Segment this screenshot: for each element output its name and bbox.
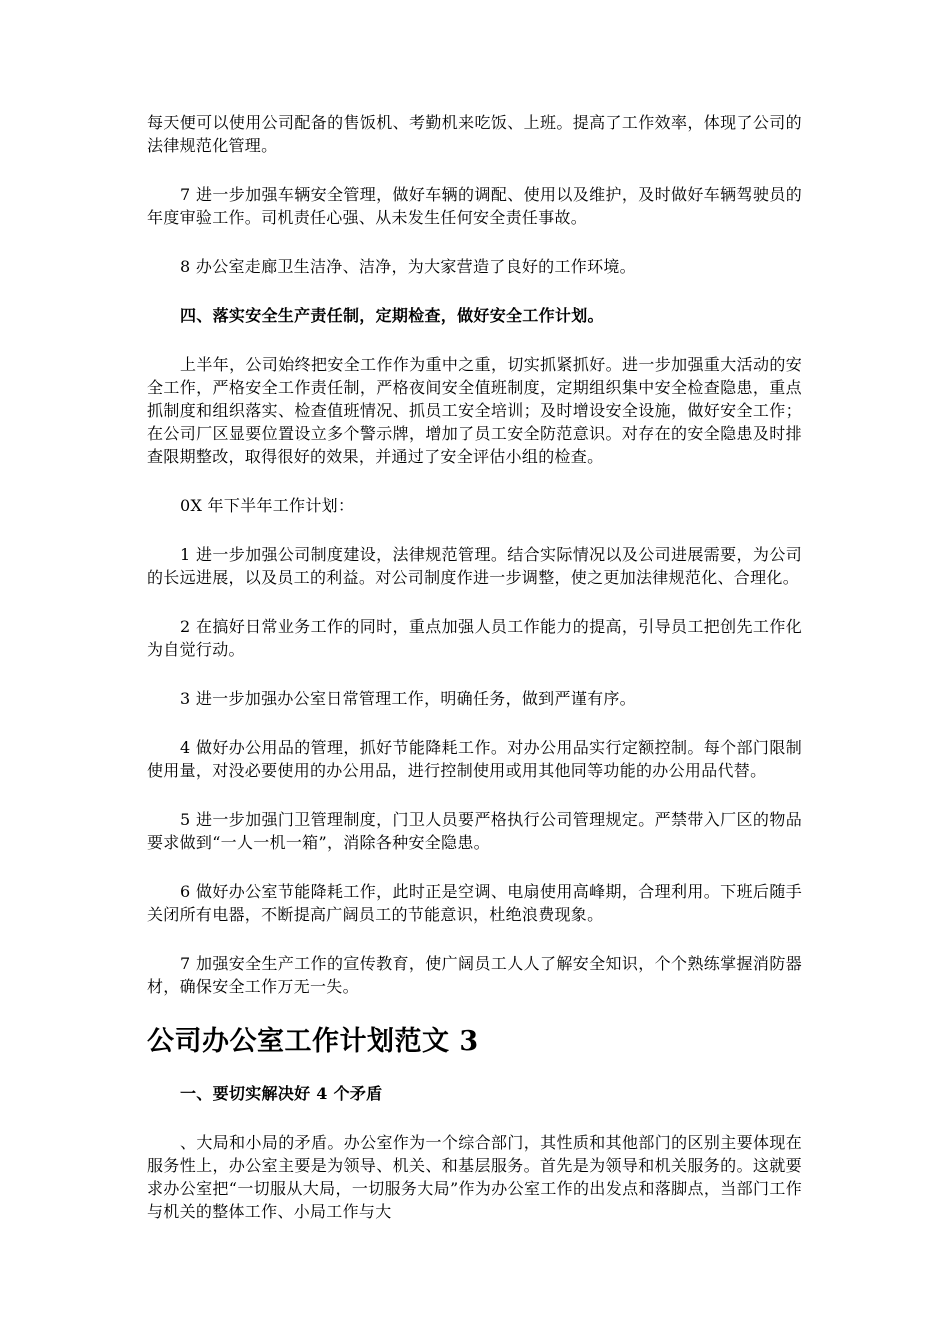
document-title-3: 公司办公室工作计划范文 3 bbox=[147, 1026, 479, 1057]
plan-item-6: 6 做好办公室节能降耗工作，此时正是空调、电扇使用高峰期，合理利用。下班后随手关闭所有电器，不断提高广阔员工的节能意识，杜绝浪费现象。 bbox=[147, 882, 802, 924]
paragraph-continuation: 每天便可以使用公司配备的售饭机、考勤机来吃饭、上班。提高了工作效率，体现了公司的法律规范化管理。 bbox=[147, 113, 802, 155]
paragraph-safety-body: 上半年，公司始终把安全工作作为重中之重，切实抓紧抓好。进一步加强重大活动的安全工作，严格安全工作责任制，严格夜间安全值班制度，定期组织集中安全检查隐患，重点抓制度和组织落实、检查值班情况、抓员工安全培训；及时增设安全设施，做好安全工作；在公司厂区显要位置设立多个警示牌，增加了员工安全防范意识。对存在的安全隐患及时排查限期整改，取得很好的效果，并通过了安全评估小组的检查。 bbox=[147, 355, 802, 466]
paragraph-item-7-vehicle: 7 进一步加强车辆安全管理，做好车辆的调配、使用以及维护，及时做好车辆驾驶员的年度审验工作。司机责任心强、从未发生任何安全责任事故。 bbox=[147, 185, 802, 227]
section-heading-safety: 四、落实安全生产责任制，定期检查，做好安全工作计划。 bbox=[180, 306, 604, 325]
plan-item-1: 1 进一步加强公司制度建设，法律规范管理。结合实际情况以及公司进展需要，为公司的长远进展，以及员工的利益。对公司制度作进一步调整，使之更加法律规范化、合理化。 bbox=[147, 545, 802, 587]
subheading-four-contradictions: 一、要切实解决好 4 个矛盾 bbox=[180, 1084, 383, 1103]
plan-item-4: 4 做好办公用品的管理，抓好节能降耗工作。对办公用品实行定额控制。每个部门限制使用量，对没必要使用的办公用品，进行控制使用或用其他同等功能的办公用品代替。 bbox=[147, 738, 802, 780]
paragraph-item-8-office: 8 办公室走廊卫生洁净、洁净，为大家营造了良好的工作环境。 bbox=[180, 257, 636, 276]
plan-title: 0X 年下半年工作计划： bbox=[180, 496, 355, 515]
paragraph-big-small-picture: 、大局和小局的矛盾。办公室作为一个综合部门，其性质和其他部门的区别主要体现在服务性上，办公室主要是为领导、机关、和基层服务。首先是为领导和机关服务的。这就要求办公室把“一切服从大局，一切服务大局”作为办公室工作的出发点和落脚点，当部门工作与机关的整体工作、小局工作与大 bbox=[147, 1133, 802, 1221]
plan-item-3: 3 进一步加强办公室日常管理工作，明确任务，做到严谨有序。 bbox=[180, 689, 636, 708]
plan-item-7: 7 加强安全生产工作的宣传教育，使广阔员工人人了解安全知识，个个熟练掌握消防器材，确保安全工作万无一失。 bbox=[147, 954, 802, 996]
plan-item-5: 5 进一步加强门卫管理制度，门卫人员要严格执行公司管理规定。严禁带入厂区的物品要求做到“一人一机一箱”，消除各种安全隐患。 bbox=[147, 810, 802, 852]
plan-item-2: 2 在搞好日常业务工作的同时，重点加强人员工作能力的提高，引导员工把创先工作化为自觉行动。 bbox=[147, 617, 802, 659]
